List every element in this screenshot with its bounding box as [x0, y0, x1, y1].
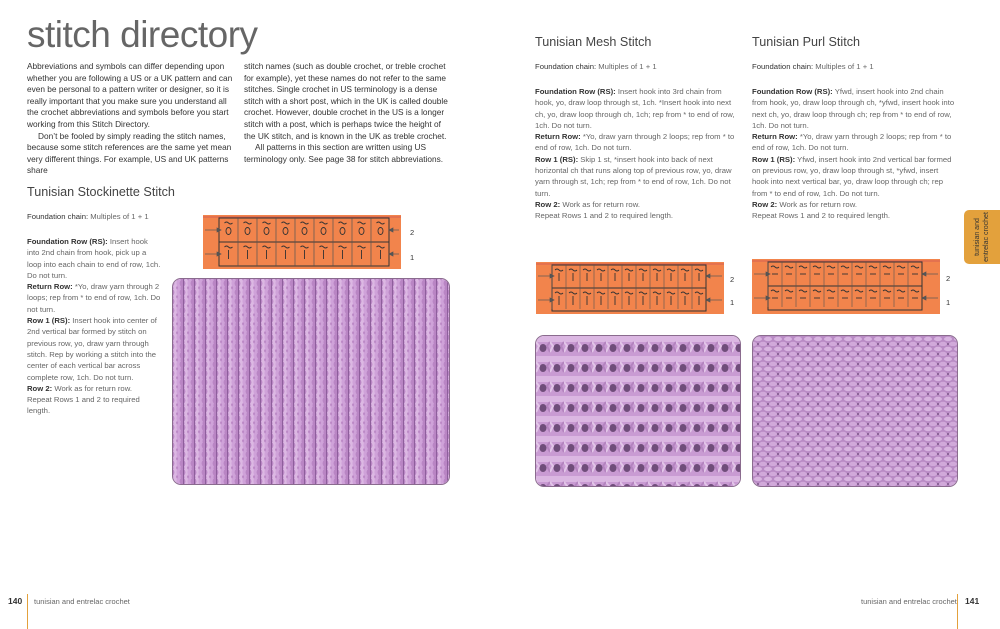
row-label-1: 1	[946, 298, 951, 307]
instructions-stockinette	[27, 236, 162, 417]
yarn-swatch-image	[753, 336, 957, 486]
tilde-symbol	[639, 269, 647, 271]
intro-column-1	[27, 61, 237, 177]
tilde-symbol	[695, 292, 703, 294]
footer-rule-right	[957, 594, 958, 629]
tilde-symbol	[225, 246, 233, 248]
tilde-symbol	[301, 246, 309, 248]
tilde-symbol	[799, 266, 807, 268]
tilde-symbol	[911, 290, 919, 292]
page-title: stitch directory	[27, 14, 258, 55]
instruction-line: Return Row: *Yo, draw yarn through 2 loops; rep from * to end of row, 1ch. Do not turn.	[535, 132, 735, 153]
tilde-symbol	[653, 269, 661, 271]
fc-label: Foundation chain:	[27, 212, 89, 221]
page-number-left: 140	[8, 596, 23, 606]
tilde-symbol	[377, 246, 385, 248]
swatch-photo-stockinette	[172, 278, 450, 485]
fc-value: Multiples of 1 + 1	[598, 62, 657, 71]
instructions-purl	[752, 86, 956, 222]
tilde-symbol	[855, 290, 863, 292]
tilde-symbol	[583, 269, 591, 271]
tilde-symbol	[583, 292, 591, 294]
instruction-line: Foundation Row (RS): Insert hook into 3rd chain from hook, yo, draw loop through st, 1ch. *Insert hook into next ch, yo, draw loop through ch, 1ch; rep from * to end of row, 1ch. Do not turn.	[535, 87, 735, 130]
tilde-symbol	[639, 292, 647, 294]
tilde-symbol	[282, 246, 290, 248]
foundation-chain-mesh	[535, 62, 657, 71]
yarn-swatch-image	[536, 336, 740, 486]
intro-column-2	[244, 61, 452, 165]
tilde-symbol	[827, 290, 835, 292]
tilde-symbol	[869, 290, 877, 292]
tilde-symbol	[841, 290, 849, 292]
tilde-symbol	[785, 266, 793, 268]
foundation-chain-stockinette	[27, 212, 149, 221]
tilde-symbol	[339, 246, 347, 248]
tilde-symbol	[681, 292, 689, 294]
tilde-symbol	[869, 266, 877, 268]
tilde-symbol	[320, 246, 328, 248]
instruction-line: Row 1 (RS): Insert hook into center of 2nd vertical bar formed by stitch on previous row, yo, draw yarn through stitch. Rep by working a stitch into the center of each vertical bar across complete row, 1ch. Do not turn.	[27, 316, 157, 382]
tilde-symbol	[771, 266, 779, 268]
tilde-symbol	[897, 266, 905, 268]
loop-symbol	[264, 228, 269, 235]
tilde-symbol	[841, 266, 849, 268]
loop-symbol	[226, 228, 231, 235]
loop-symbol	[359, 228, 364, 235]
tilde-symbol	[320, 222, 328, 224]
instruction-line: Foundation Row (RS): Yfwd, insert hook into 2nd chain from hook, yo, draw loop through ch, *yfwd, insert hook into next ch, yo, draw loop through ch; rep from * to end of row, 1ch. Do not turn.	[752, 87, 955, 130]
tilde-symbol	[653, 292, 661, 294]
row-label-2: 2	[730, 275, 735, 284]
chart-mesh-svg	[536, 262, 724, 314]
instruction-line: Return Row: *Yo, draw yarn through 2 loops; rep from * to end of row, 1ch. Do not turn.	[752, 132, 952, 153]
instruction-line: Row 2: Work as for return row.	[27, 383, 132, 393]
tilde-symbol	[358, 222, 366, 224]
fc-label: Foundation chain:	[535, 62, 597, 71]
stitch-title-purl: Tunisian Purl Stitch	[752, 35, 861, 49]
row-label-1: 1	[730, 298, 735, 307]
tilde-symbol	[282, 222, 290, 224]
tilde-symbol	[358, 246, 366, 248]
instruction-line: Foundation Row (RS): Insert hook into 2nd chain from hook, pick up a loop into each chain to end of row, 1ch. Do not turn.	[27, 237, 161, 280]
yarn-swatch-image	[173, 279, 449, 484]
row-label-2: 2	[410, 228, 415, 237]
intro-paragraph: Abbreviations and symbols can differ depending upon whether you are following a US or a UK pattern and can even be personal to a pattern writer or designer, so it is really important that you make sure you understand all the crochet abbreviations and symbols before you start working from this Stitch Directory.	[27, 61, 233, 129]
loop-symbol	[378, 228, 383, 235]
tilde-symbol	[377, 222, 385, 224]
fc-value: Multiples of 1 + 1	[90, 212, 149, 221]
instruction-line: Return Row: *Yo, draw yarn through 2 loops; rep from * to end of row, 1ch. Do not turn.	[27, 282, 161, 314]
instruction-line: Row 1 (RS): Yfwd, insert hook into 2nd vertical bar formed on previous row, yo, draw loop through st, *yfwd, insert hook into next vertical bar, yo, draw loop through ch; rep from * to end of row, 1ch. Do not turn.	[752, 154, 952, 198]
instruction-line: Row 1 (RS): Skip 1 st, *insert hook into back of next horizontal ch that runs along top of previous row, yo, draw yarn through st, 1ch; rep from * to end of row, 1ch. Do not turn.	[535, 154, 732, 198]
page-number-right: 141	[965, 596, 980, 606]
tilde-symbol	[597, 292, 605, 294]
tilde-symbol	[911, 266, 919, 268]
loop-symbol	[321, 228, 326, 235]
tilde-symbol	[263, 246, 271, 248]
loop-symbol	[302, 228, 307, 235]
tilde-symbol	[813, 290, 821, 292]
chapter-side-tab[interactable]	[964, 210, 1000, 264]
intro-paragraph: All patterns in this section are written using US terminology only. See page 38 for stitch abbreviations.	[244, 142, 444, 164]
footer-chapter-left: tunisian and entrelac crochet	[34, 597, 130, 606]
fc-value: Multiples of 1 + 1	[815, 62, 874, 71]
swatch-photo-purl	[752, 335, 958, 487]
tilde-symbol	[569, 269, 577, 271]
stitch-title-stockinette: Tunisian Stockinette Stitch	[27, 185, 175, 199]
tilde-symbol	[569, 292, 577, 294]
chapter-tab-label: tunisian and entrelac crochet	[974, 212, 990, 262]
tilde-symbol	[667, 269, 675, 271]
instructions-mesh	[535, 86, 741, 222]
instruction-line: Repeat Rows 1 and 2 to required length.	[752, 211, 891, 221]
intro-paragraph: stitch names (such as double crochet, or treble crochet for example), yet these names do not refer to the same stitches. Single crochet in US terminology is a dense stitch with a short post, which in the UK is called double crochet. However, double crochet in the US is a longer stitch with a post, which is perhaps twice the height of the UK stitch, and is known in the UK as treble crochet.	[244, 61, 448, 141]
tilde-symbol	[855, 266, 863, 268]
tilde-symbol	[301, 222, 309, 224]
tilde-symbol	[799, 290, 807, 292]
tilde-symbol	[771, 290, 779, 292]
tilde-symbol	[244, 246, 252, 248]
loop-symbol	[340, 228, 345, 235]
tilde-symbol	[611, 292, 619, 294]
tilde-symbol	[897, 290, 905, 292]
tilde-symbol	[883, 290, 891, 292]
symbol-chart-stockinette	[203, 215, 401, 269]
chart-purl-svg	[752, 259, 940, 314]
tilde-symbol	[625, 269, 633, 271]
tilde-symbol	[785, 290, 793, 292]
tilde-symbol	[339, 222, 347, 224]
row-label-1: 1	[410, 253, 415, 262]
instruction-line: Repeat Rows 1 and 2 to required length.	[535, 211, 674, 221]
instruction-line: Repeat Rows 1 and 2 to required length.	[27, 395, 140, 416]
symbol-chart-mesh	[536, 262, 724, 314]
tilde-symbol	[625, 292, 633, 294]
instruction-line: Row 2: Work as for return row.	[535, 199, 640, 209]
stitch-title-mesh: Tunisian Mesh Stitch	[535, 35, 652, 49]
tilde-symbol	[555, 292, 563, 294]
tilde-symbol	[597, 269, 605, 271]
fc-label: Foundation chain:	[752, 62, 814, 71]
instruction-line: Row 2: Work as for return row.	[752, 199, 857, 209]
tilde-symbol	[827, 266, 835, 268]
loop-symbol	[283, 228, 288, 235]
loop-symbol	[245, 228, 250, 235]
row-label-2: 2	[946, 274, 951, 283]
tilde-symbol	[263, 222, 271, 224]
tilde-symbol	[695, 269, 703, 271]
swatch-photo-mesh	[535, 335, 741, 487]
tilde-symbol	[611, 269, 619, 271]
footer-chapter-right: tunisian and entrelac crochet	[861, 597, 957, 606]
tilde-symbol	[667, 292, 675, 294]
tilde-symbol	[813, 266, 821, 268]
intro-paragraph: Don’t be fooled by simply reading the stitch names, because some stitch references are the same yet mean very different things. For example, US and UK patterns share	[27, 130, 232, 176]
footer-rule-left	[27, 594, 28, 629]
tilde-symbol	[681, 269, 689, 271]
symbol-chart-purl	[752, 259, 940, 314]
tilde-symbol	[883, 266, 891, 268]
tilde-symbol	[244, 222, 252, 224]
foundation-chain-purl	[752, 62, 874, 71]
tilde-symbol	[555, 269, 563, 271]
tilde-symbol	[225, 222, 233, 224]
chart-stockinette-svg	[203, 215, 401, 269]
